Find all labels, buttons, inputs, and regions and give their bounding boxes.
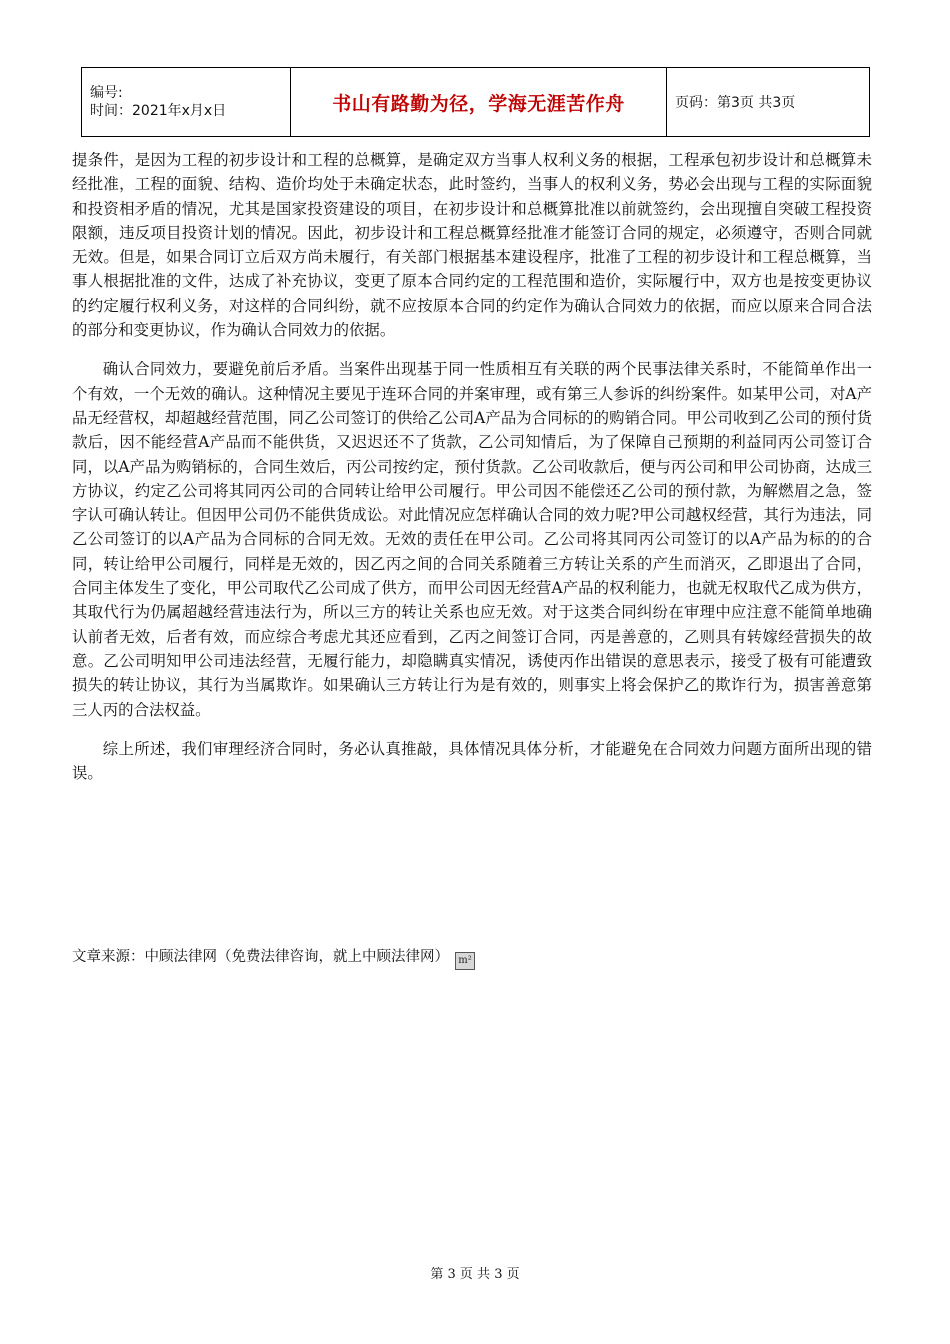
header-motto: 书山有路勤为径，学海无涯苦作舟 xyxy=(291,68,667,137)
article-source xyxy=(72,946,872,970)
page-footer: 第 3 页 共 3 页 xyxy=(430,1267,520,1282)
time-label: 时间：2021年x月x日 xyxy=(90,103,227,119)
document-header xyxy=(81,67,870,137)
paragraph: 确认合同效力，要避免前后矛盾。当案件出现基于同一性质相互有关联的两个民事法律关系时，不能简单作出一个有效，一个无效的确认。这种情况主要见于连环合同的并案审理，或有第三人参诉的纠纷案件。如某甲公司，对A产品无经营权，却超越经营范围，同乙公司签订的供给乙公司A产品为合同标的的购销合同。甲公司收到乙公司的预付货款后，因不能经营A产品而不能供货，又迟迟还不了货款，乙公司知情后，为了保障自己预期的利益同丙公司签订合同，以A产品为购销标的，合同生效后，丙公司按约定，预付货款。乙公司收款后，便与丙公司和甲公司协商，达成三方协议，约定乙公司将其同丙公司的合同转让给甲公司履行。甲公司因不能偿还乙公司的预付款，为解燃眉之急，签字认可确认转让。但因甲公司仍不能供货成讼。对此情况应怎样确认合同的效力呢?甲公司越权经营，其行为违法，同乙公司签订的以A产品为合同标的合同无效。无效的责任在甲公司。乙公司将其同丙公司签订的以A产品为标的的合同，转让给甲公司履行，同样是无效的，因乙丙之间的合同关系随着三方转让关系的产生而消灭，乙即退出了合同，合同主体发生了变化，甲公司取代乙公司成了供方，而甲公司因无经营A产品的权利能力，也就无权取代乙成为供方，其取代行为仍属超越经营违法行为，所以三方的转让关系也应无效。对于这类合同纠纷在审理中应注意不能简单地确认前者无效，后者有效，而应综合考虑尤其还应看到，乙丙之间签订合同，丙是善意的，乙则具有转嫁经营损失的故意。乙公司明知甲公司违法经营，无履行能力，却隐瞒真实情况，诱使丙作出错误的意思表示，接受了极有可能遭致损失的转让协议，其行为当属欺诈。如果确认三方转让行为是有效的，则事实上将会保护乙的欺诈行为，损害善意第三人丙的合法权益。 xyxy=(72,360,872,719)
paragraph-conclusion: 综上所述，我们审理经济合同时，务必认真推敲，具体情况具体分析，才能避免在合同效力问题方面所出现的错误。 xyxy=(72,739,872,783)
header-page-code: 页码：第3页 共3页 xyxy=(667,68,870,137)
paragraph-continuation: 提条件，是因为工程的初步设计和工程的总概算，是确定双方当事人权利义务的根据，工程承包初步设计和总概算未经批准，工程的面貌、结构、造价均处于未确定状态，此时签约，当事人的权利义务，势必会出现与工程的实际面貌和投资相矛盾的情况，尤其是国家投资建设的项目，在初步设计和总概算批准以前就签约，会出现擅自突破工程投资限额，违反项目投资计划的情况。因此，初步设计和工程总概算经批准才能签订合同的规定，必须遵守，否则合同就无效。但是，如果合同订立后双方尚未履行，有关部门根据基本建设程序，批准了工程的初步设计和工程总概算，当事人根据批准的文件，达成了补充协议，变更了原本合同约定的工程范围和造价，实际履行中，双方也是按变更协议的约定履行权利义务，对这样的合同纠纷，就不应按原本合同的约定作为确认合同效力的依据，而应以原来合同合法的部分和变更协议，作为确认合同效力的依据。 xyxy=(72,151,872,340)
header-meta-cell xyxy=(82,68,291,137)
source-stamp-icon: m² xyxy=(455,952,475,970)
document-body xyxy=(72,148,872,800)
source-text: 文章来源：中顾法律网（免费法律咨询，就上中顾法律网） xyxy=(72,949,449,965)
number-label: 编号: xyxy=(90,85,123,101)
